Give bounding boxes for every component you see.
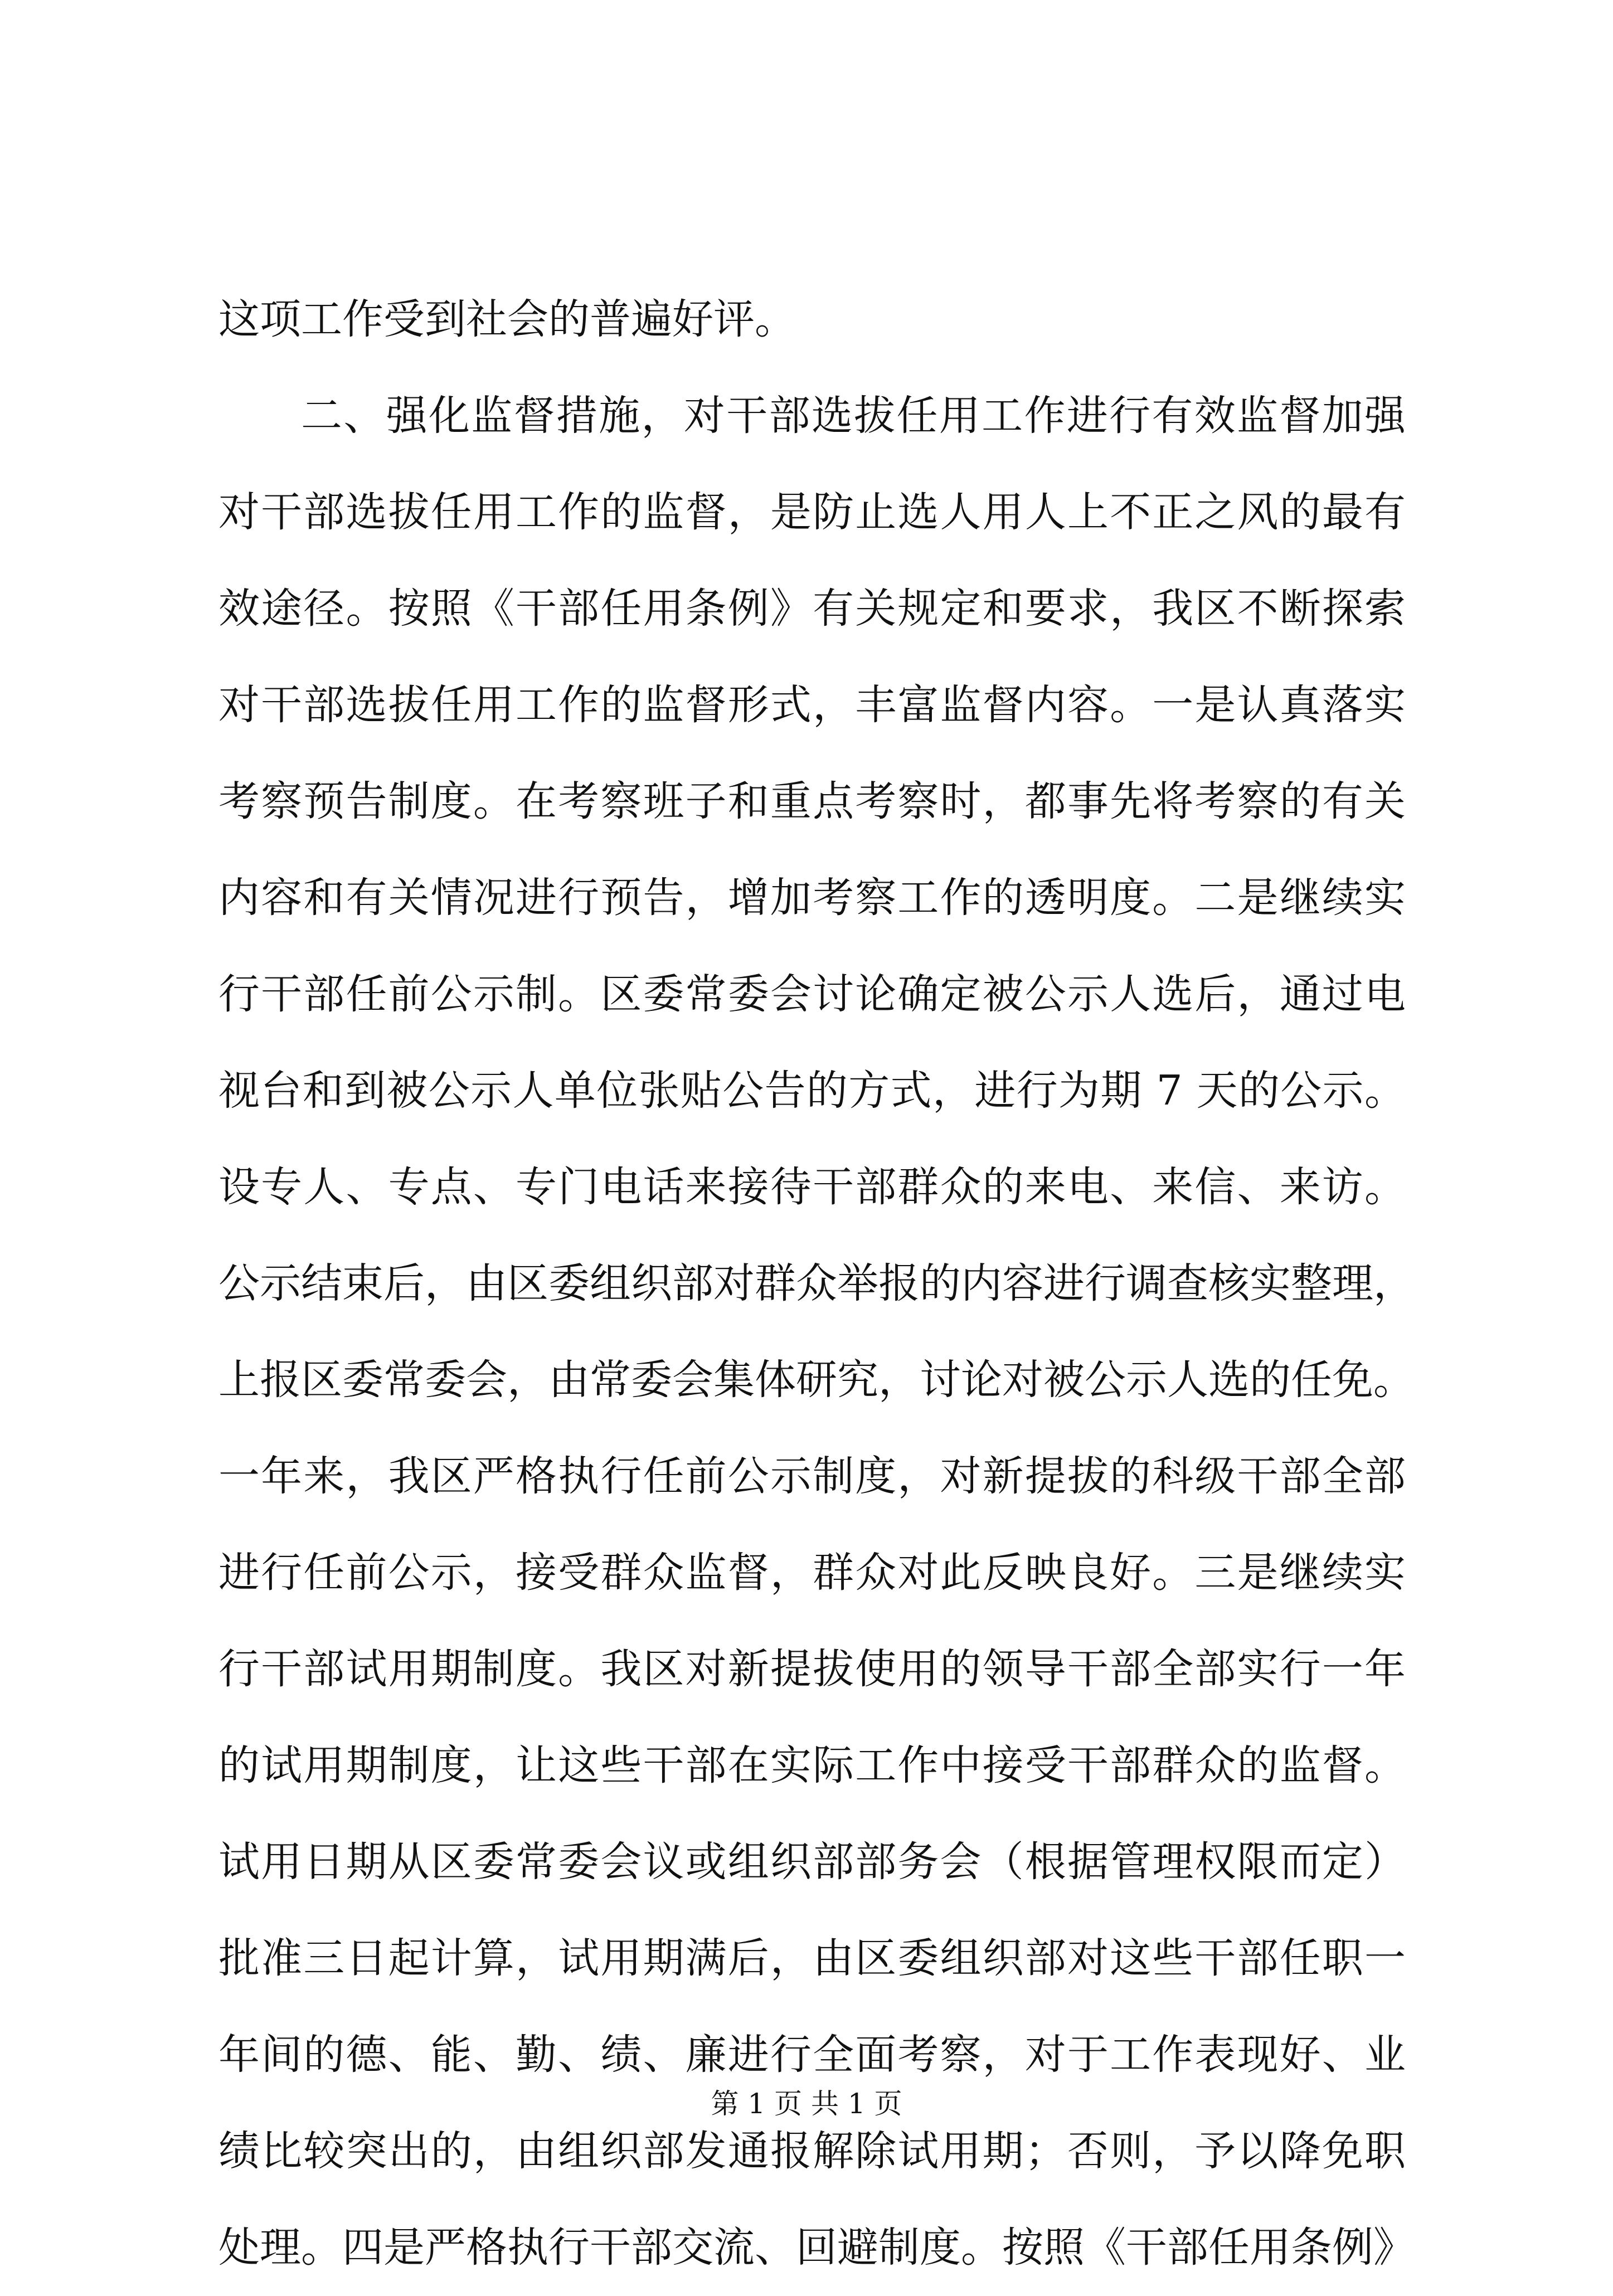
- text-line: 效途径。按照《干部任用条例》有关规定和要求，我区不断探索: [218, 585, 1406, 633]
- text-line: 公示结束后，由区委组织部对群众举报的内容进行调查核实整理，: [218, 1259, 1415, 1307]
- text-line: 绩比较突出的，由组织部发通报解除试用期；否则，予以降免职: [218, 2127, 1406, 2175]
- text-line: 进行任前公示，接受群众监督，群众对此反映良好。三是继续实: [218, 1549, 1406, 1597]
- text-line: 的试用期制度，让这些干部在实际工作中接受干部群众的监督。: [218, 1742, 1406, 1789]
- page-footer: [0, 2084, 1613, 2123]
- text-line: 对干部选拔任用工作的监督形式，丰富监督内容。一是认真落实: [218, 681, 1406, 729]
- text-line: 年间的德、能、勤、绩、廉进行全面考察，对于工作表现好、业: [218, 2031, 1406, 2079]
- page-number-label: 第 1 页 共 1 页: [711, 2088, 902, 2120]
- text-line: 一年来，我区严格执行任前公示制度，对新提拔的科级干部全部: [218, 1452, 1406, 1500]
- text-line: 二、强化监督措施，对干部选拔任用工作进行有效监督加强: [301, 392, 1406, 440]
- text-line: 试用日期从区委常委会议或组织部部务会（根据管理权限而定）: [218, 1838, 1406, 1886]
- text-line: 对干部选拔任用工作的监督，是防止选人用人上不正之风的最有: [218, 488, 1406, 536]
- text-line: 批准三日起计算，试用期满后，由区委组织部对这些干部任职一: [218, 1934, 1406, 1982]
- text-line: 内容和有关情况进行预告，增加考察工作的透明度。二是继续实: [218, 874, 1406, 922]
- text-line: 考察预告制度。在考察班子和重点考察时，都事先将考察的有关: [218, 777, 1406, 825]
- text-line: 处理。四是严格执行干部交流、回避制度。按照《干部任用条例》: [218, 2224, 1415, 2271]
- body-text: [218, 271, 1415, 2296]
- text-line: 设专人、专点、专门电话来接待干部群众的来电、来信、来访。: [218, 1163, 1406, 1211]
- text-line: 视台和到被公示人单位张贴公告的方式，进行为期 7 天的公示。: [218, 1067, 1406, 1115]
- text-line: 这项工作受到社会的普遍好评。: [218, 295, 796, 343]
- text-line: 行干部任前公示制。区委常委会讨论确定被公示人选后，通过电: [218, 970, 1406, 1018]
- text-line: 上报区委常委会，由常委会集体研究，讨论对被公示人选的任免。: [218, 1356, 1415, 1404]
- text-line: 行干部试用期制度。我区对新提拔使用的领导干部全部实行一年: [218, 1645, 1406, 1693]
